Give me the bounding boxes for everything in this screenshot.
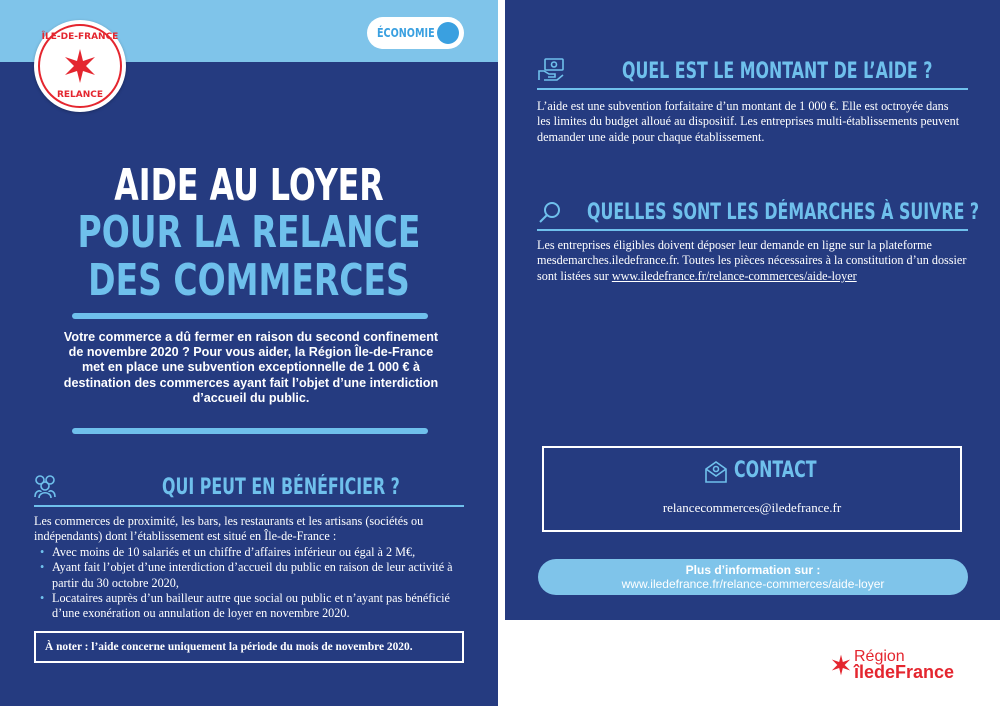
contact-title: CONTACT (734, 458, 817, 483)
region-label: Région (854, 648, 905, 665)
intro-bottom-bar (72, 428, 428, 434)
steps-title: QUELLES SONT LES DÉMARCHES À SUIVRE ? (587, 200, 980, 225)
star-icon (830, 654, 852, 676)
beneficiaries-list (34, 545, 474, 622)
amount-text: L’aide est une subvention forfaitaire d’un montant de 1 000 €. Elle est octroyée dans les limites du budget alloué au dispositif. Les entreprises multi-établissements peuvent demander une aide pour chaque établissement. (537, 99, 960, 144)
money-icon (537, 56, 565, 82)
title-line-1: AIDE AU LOYER (114, 160, 384, 211)
amount-title: QUEL EST LE MONTANT DE L’AIDE ? (622, 59, 933, 84)
steps-text: Les entreprises éligibles doivent déposer leur demande en ligne sur la plateforme mesdemarches.iledefrance.fr. Toutes les pièces nécessaires à la constitution d’un dossier sont listées sur (537, 238, 967, 283)
list-item: • Ayant fait l’objet d’une interdiction d’accueil du public en raison de leur activité à partir du 30 octobre 2020, (52, 560, 474, 591)
beneficiaries-rule (34, 505, 464, 507)
contact-email[interactable]: relancecommerces@iledefrance.fr (662, 500, 842, 515)
badge-dot (437, 22, 459, 44)
intro-text: Votre commerce a dû fermer en raison du second confinement de novembre 2020 ? Pour vous aider, la Région Île-de-France met en place une subvention exceptionnelle de 1 000 € à destination des commerces ayant fait l’objet d’une interdiction d’accueil du public. (63, 330, 439, 405)
intro-top-bar (72, 313, 428, 319)
beneficiaries-title: QUI PEUT EN BÉNÉFICIER ? (162, 475, 400, 500)
list-item: • Locataires auprès d’un bailleur autre que social ou public et n’ayant pas bénéficié d’une exonération ou annulation de loyer en novembre 2020. (52, 591, 474, 622)
star-icon (62, 48, 98, 84)
steps-link[interactable]: www.iledefrance.fr/relance-commerces/aide-loyer (611, 268, 857, 283)
search-icon (537, 200, 563, 226)
contact-box (542, 446, 962, 532)
logo-bottom-text: RELANCE (56, 90, 104, 100)
title-line-3: DES COMMERCES (88, 255, 410, 306)
amount-rule (537, 88, 968, 90)
badge-label: ÉCONOMIE (377, 26, 435, 40)
steps-body (537, 238, 967, 284)
beneficiaries-lead: Les commerces de proximité, les bars, les restaurants et les artisans (sociétés ou indépendants) dont l’établissement est situé en Île-de-France : (34, 514, 424, 544)
right-panel (505, 0, 1000, 620)
title-line-2: POUR LA RELANCE (77, 207, 421, 258)
people-icon (32, 473, 58, 499)
relance-logo (34, 20, 126, 112)
info-link[interactable]: www.iledefrance.fr/relance-commerces/aide-loyer (621, 577, 885, 591)
info-pill[interactable] (538, 559, 968, 595)
list-item: • Avec moins de 10 salariés et un chiffre d’affaires inférieur ou égal à 2 M€, (52, 545, 474, 560)
info-line-1: Plus d’information sur : (685, 563, 821, 577)
logo-top-text: ÎLE-DE-FRANCE (41, 32, 119, 42)
left-panel (0, 0, 498, 706)
region-name: îledeFrance (854, 662, 955, 682)
economie-badge (367, 17, 464, 49)
note-box: À noter : l’aide concerne uniquement la période du mois de novembre 2020. (34, 631, 464, 663)
beneficiaries-body (34, 514, 474, 622)
steps-rule (537, 229, 968, 231)
mail-icon (704, 460, 728, 484)
